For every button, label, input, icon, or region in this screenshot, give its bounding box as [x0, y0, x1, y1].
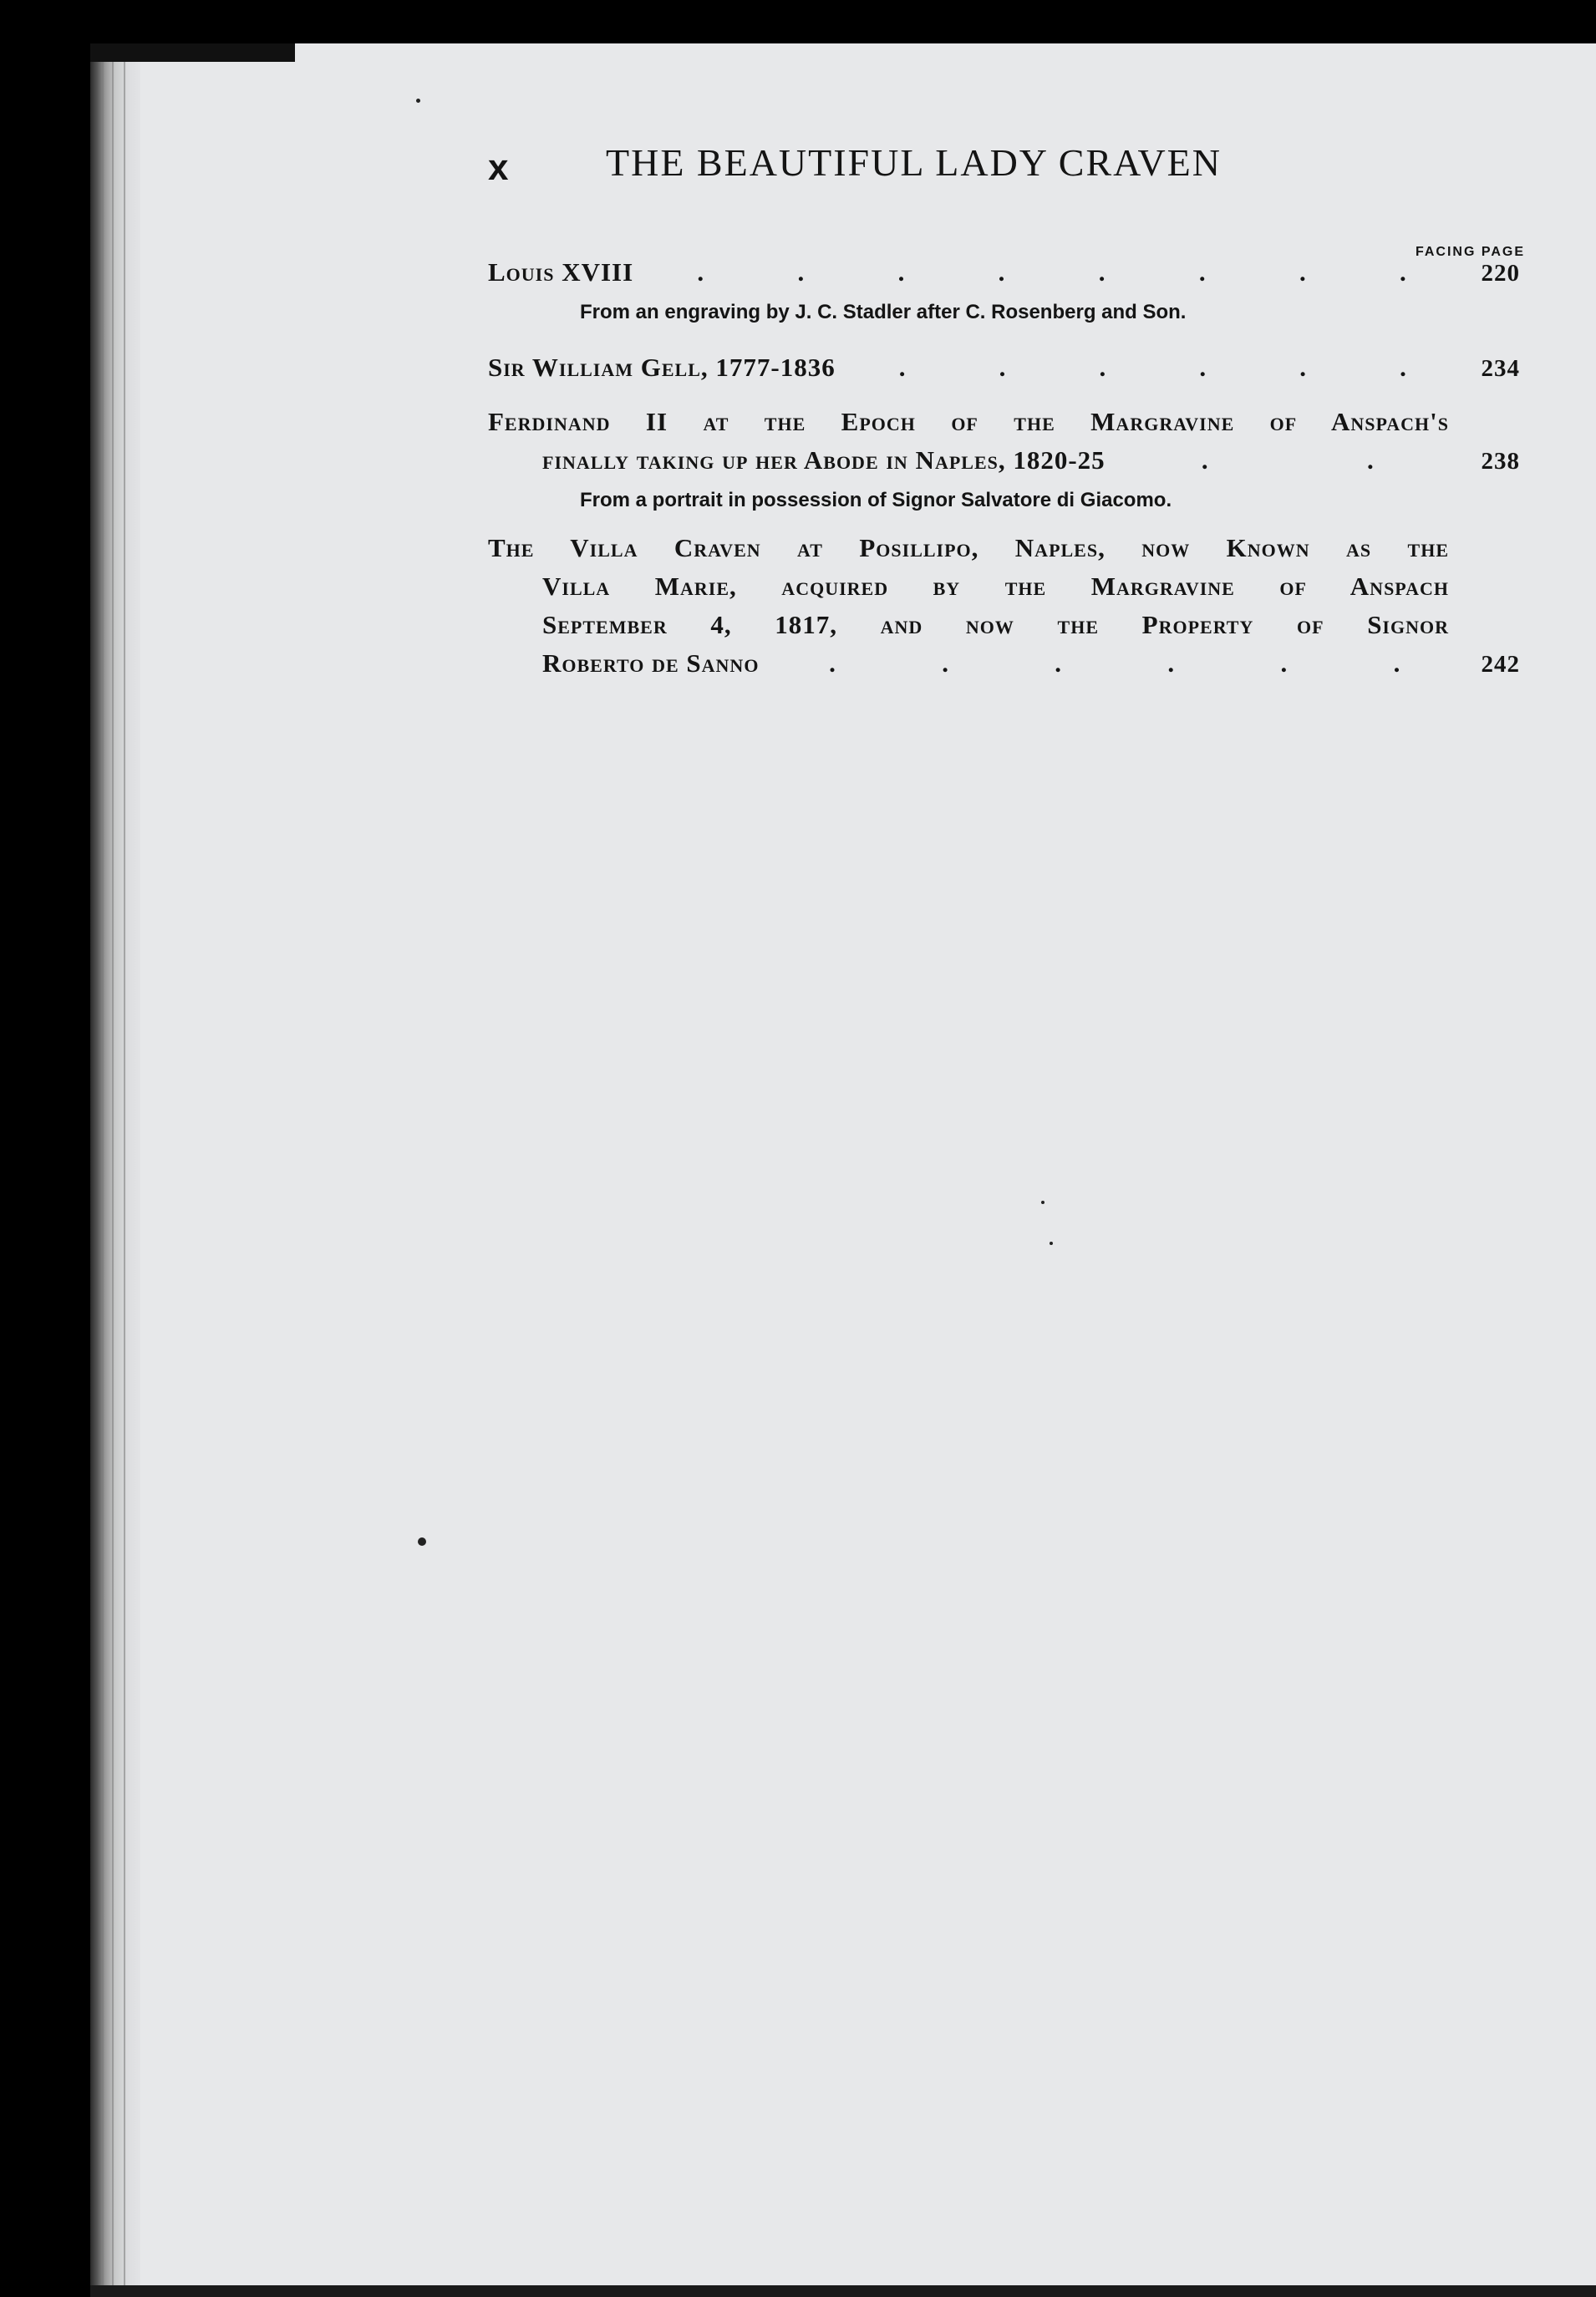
entry-title-cont: finally taking up her Abode in Naples, 1820-25	[542, 445, 1106, 475]
entry-page-number: 234	[1481, 355, 1520, 382]
entry-title: The Villa Craven at Posillipo, Naples, now Known as the	[488, 533, 1449, 562]
illustration-entry	[488, 257, 1520, 329]
entry-title-cont: Villa Marie, acquired by the Margravine of Anspach	[542, 572, 1449, 601]
scan-speck	[416, 99, 420, 103]
entry-title: Sir William Gell, 1777-1836	[488, 353, 836, 382]
entry-line	[488, 257, 1520, 296]
illustration-entry	[488, 407, 1520, 517]
book-spine	[90, 43, 140, 2297]
scan-edge-notch	[90, 43, 295, 62]
facing-page-label: FACING PAGE	[1415, 245, 1525, 259]
entry-title: Louis XVIII	[488, 257, 634, 287]
entry-page-number: 242	[1481, 651, 1520, 678]
spine-line	[124, 43, 125, 2297]
entry-line	[488, 533, 1520, 572]
dot-leader: . . . . . .	[898, 353, 1406, 382]
dot-leader: . .	[1201, 445, 1374, 475]
entry-page-number: 238	[1481, 448, 1520, 475]
dot-leader: . . . . . .	[829, 648, 1400, 678]
spine-line	[102, 43, 104, 2297]
entry-title-cont: Roberto de Sanno	[542, 648, 760, 678]
entry-source-note: From an engraving by J. C. Stadler after C. Rosenberg and Son.	[580, 301, 1187, 323]
scan-speck	[418, 1537, 426, 1546]
spine-line	[112, 43, 114, 2297]
entry-line	[488, 648, 1520, 687]
page-bottom-edge	[90, 2285, 1596, 2297]
running-title: THE BEAUTIFUL LADY CRAVEN	[606, 141, 1222, 184]
entry-line	[488, 572, 1520, 610]
entry-line	[488, 445, 1520, 484]
dot-leader: . . . . . . . .	[697, 257, 1406, 287]
illustration-entry	[488, 533, 1520, 687]
entry-page-number: 220	[1481, 260, 1520, 287]
entry-title: Ferdinand II at the Epoch of the Margravine of Anspach's	[488, 407, 1449, 436]
entry-source-note: From a portrait in possession of Signor Salvatore di Giacomo.	[580, 489, 1172, 511]
entry-title-cont: September 4, 1817, and now the Property of Signor	[542, 610, 1449, 639]
entry-line	[488, 353, 1520, 391]
entry-line	[488, 610, 1520, 648]
page-numeral: x	[488, 147, 509, 188]
entry-line	[488, 407, 1520, 445]
scan-speck	[1050, 1242, 1053, 1245]
scan-speck	[1041, 1201, 1045, 1204]
illustration-entry	[488, 353, 1520, 391]
